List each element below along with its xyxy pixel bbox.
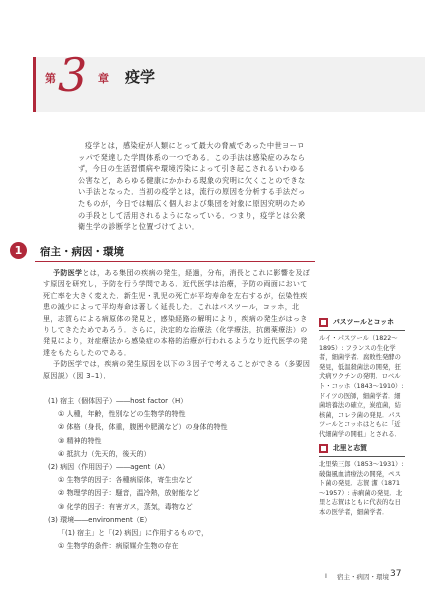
sidebar-note-body: ルイ・パスツール（1822～1895）: フランスの生化学者，細菌学者．腐敗性発酵の発見，低温殺菌法の開発，狂犬病ワクチンの発明．ロベルト・コッホ（1843～1910）: ドイツの医師，細菌学者．細菌培養法の確立，炭疽菌，結核菌，コレラ菌の発見．パスツールとコッホはともに「近代細菌学の開祖」とされる． (319, 335, 404, 438)
factor-heading: (2) 病因（作用因子）――agent（A） (48, 463, 170, 472)
section-title: 宿主・病因・環境 (40, 246, 124, 258)
note-marker-icon (319, 444, 328, 453)
sidebar-note-header (319, 442, 405, 457)
sidebar-note-body: 北里柴三郎（1853～1931）: 破傷風血清療法の開発，ペスト菌の発見．志賀 潔（1871～1957）: 赤痢菌の発見．北里と志賀はともに代表的な日本の医学者，細菌学者． (319, 461, 404, 516)
sidebar-note-header (319, 316, 405, 331)
term-preventive-medicine: 予防医学 (53, 269, 83, 277)
factor-item: ② 体格（身長，体重，腹囲や肥満など）の身体的特性 (58, 423, 228, 432)
factor-item: ② 物理学的因子：騒音，温冷熱，放射能など (58, 489, 200, 498)
factor-list (48, 395, 313, 553)
chapter-title: 疫学 (125, 68, 156, 86)
factor-item: ① 生物学的因子：各種病原体，寄生虫など (58, 476, 193, 485)
factor-item: ③ 化学的因子：有害ガス，蒸気，毒物など (58, 502, 193, 511)
body-paragraph-text: とは，ある集団の疾病の発生，経過，分布，消長とこれに影響を及ぼす原因を研究し，予防を行う学問である．近代医学は治療，予防の両面において死亡率を大きく変えた．新生児・乳児の死亡が平均寿命を左右するが，伝染性疾患の減少によって平均寿命は著しく延長した．これはパスツール，コッホ，北里，志賀らによる病原体の発見と，感染経路の解明により，疾病の発生がはっきりしてきたためであろう．さらに，決定的な治療法（化学療法，抗菌薬療法）の発見により，対症療法から感染症の本格的治療が行われるようなり近代医学の発達をもたらしたのである． (43, 269, 311, 357)
footer-section-name: 宿主・病因・環境 (337, 573, 389, 581)
intro-paragraph: 疫学とは，感染症が人類にとって最大の脅威であった中世ヨーロッパで発達した学問体系の一つである．この手法は感染症のみならず，今日の生活習慣病や環境汚染によって引き起こされるいわゆる公害など，あらゆる健康にかかわる現象の究明に欠くことのできない手法となった．当初の疫学とは，流行の原因を分析する手法だったものが，今日では幅広く個人および集団を対象に原因究明のための手段として活用されるようになっている．つまり，疫学とは公衆衛生学の診断学と位置づけてよい． (78, 141, 306, 232)
factor-item: ③ 精神的特性 (58, 436, 102, 445)
sidebar-note-title: 北里と志賀 (333, 444, 367, 452)
section-number-badge: 1 (10, 242, 27, 259)
chapter-suffix: 章 (98, 72, 109, 85)
chapter-banner (33, 57, 425, 112)
factor-heading: (3) 環境――environment（E） (48, 515, 152, 524)
footer-part-number: I (325, 572, 327, 580)
sidebar-note (319, 316, 405, 440)
factor-item: ① 生物学的条件：病原媒介生物の存在 (58, 542, 179, 551)
chapter-number: 3 (58, 48, 88, 102)
body-paragraph: 予防医学では，疾病の発生原因を以下の３因子で考えることができる（多要因原因説）（図 3–1）． (43, 360, 311, 380)
factor-item: ④ 抵抗力（先天的，後天的） (58, 449, 151, 458)
sidebar-note-title: パスツールとコッホ (333, 318, 394, 326)
body-text (43, 268, 311, 382)
chapter-prefix: 第 (45, 72, 56, 85)
chapter-accent-bar (33, 57, 36, 112)
note-marker-icon (319, 318, 328, 327)
factor-item: 「(1) 宿主」と「(2) 病因」に作用するもので， (58, 529, 209, 538)
factor-item: ① 人種，年齢，性別などの生物学的特性 (58, 410, 186, 419)
factor-heading: (1) 宿主（個体因子）――host factor（H） (48, 397, 188, 405)
body-paragraph (43, 268, 311, 359)
sidebar-note (319, 442, 405, 518)
page-number: 37 (390, 569, 402, 579)
